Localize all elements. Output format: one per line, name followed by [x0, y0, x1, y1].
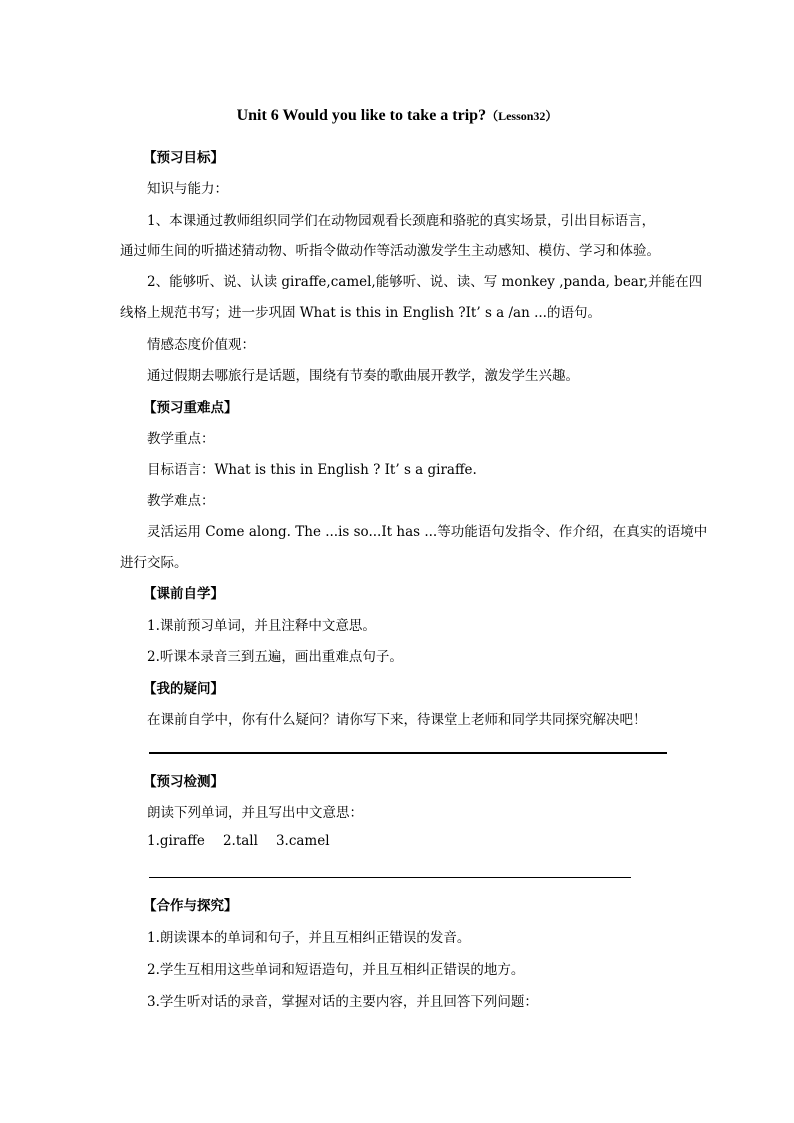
- knowledge-ability-label: 知识与能力：: [147, 181, 228, 197]
- key-point-text: 目标语言：What is this in English ? It’ s a giraffe.: [147, 462, 477, 478]
- self-study-1: 1.课前预习单词，并且注释中文意思。: [147, 618, 376, 634]
- coop-3: 3.学生听对话的录音，掌握对话的主要内容，并且回答下列问题：: [147, 994, 538, 1010]
- emotion-label: 情感态度价值观：: [147, 337, 255, 353]
- difficult-text-a: 灵活运用 Come along. The ...is so...It has ...等功能语句发指令、作介绍，在真实的语境中: [147, 524, 708, 540]
- check-text: 朗读下列单词，并且写出中文意思：: [147, 805, 363, 821]
- word-item: 3.camel: [275, 833, 330, 849]
- heading-questions: 【我的疑问】: [143, 681, 224, 697]
- word-item: 1.giraffe: [147, 833, 205, 849]
- title-lesson: （Lesson32）: [486, 109, 558, 123]
- paragraph-2a: 2、能够听、说、认读 giraffe,camel,能够听、说、读、写 monkey ,panda, bear,并能在四: [147, 274, 703, 290]
- paragraph-1b: 通过师生间的听描述猜动物、听指令做动作等活动激发学生主动感知、模仿、学习和体验。: [120, 243, 660, 259]
- coop-1: 1.朗读课本的单词和句子，并且互相纠正错误的发音。: [147, 930, 471, 946]
- heading-check: 【预习检测】: [143, 774, 224, 790]
- heading-self-study: 【课前自学】: [143, 586, 224, 602]
- key-point-label: 教学重点：: [147, 431, 215, 447]
- word-list: [147, 833, 687, 849]
- difficult-text-b: 进行交际。: [120, 555, 188, 571]
- word-item: 2.tall: [222, 833, 258, 849]
- heading-preview-goal: 【预习目标】: [143, 150, 224, 166]
- self-study-2: 2.听课本录音三到五遍，画出重难点句子。: [147, 649, 403, 665]
- answer-line-thick: [149, 752, 667, 754]
- heading-key-difficult: 【预习重难点】: [143, 400, 238, 416]
- paragraph-2b: 线格上规范书写；进一步巩固 What is this in English ?It’ s a /an ...的语句。: [120, 305, 601, 321]
- answer-line-thin: [149, 877, 631, 878]
- page-title: [0, 107, 794, 125]
- difficult-label: 教学难点：: [147, 493, 215, 509]
- heading-coop: 【合作与探究】: [143, 898, 238, 914]
- coop-2: 2.学生互相用这些单词和短语造句，并且互相纠正错误的地方。: [147, 962, 525, 978]
- paragraph-1a: 1、本课通过教师组织同学们在动物园观看长颈鹿和骆驼的真实场景，引出目标语言，: [147, 213, 656, 229]
- questions-text: 在课前自学中，你有什么疑问？请你写下来，待课堂上老师和同学共同探究解决吧！: [147, 712, 647, 728]
- emotion-text: 通过假期去哪旅行是话题，围绕有节奏的歌曲展开教学，激发学生兴趣。: [147, 368, 579, 384]
- title-main: Unit 6 Would you like to take a trip?: [236, 107, 487, 124]
